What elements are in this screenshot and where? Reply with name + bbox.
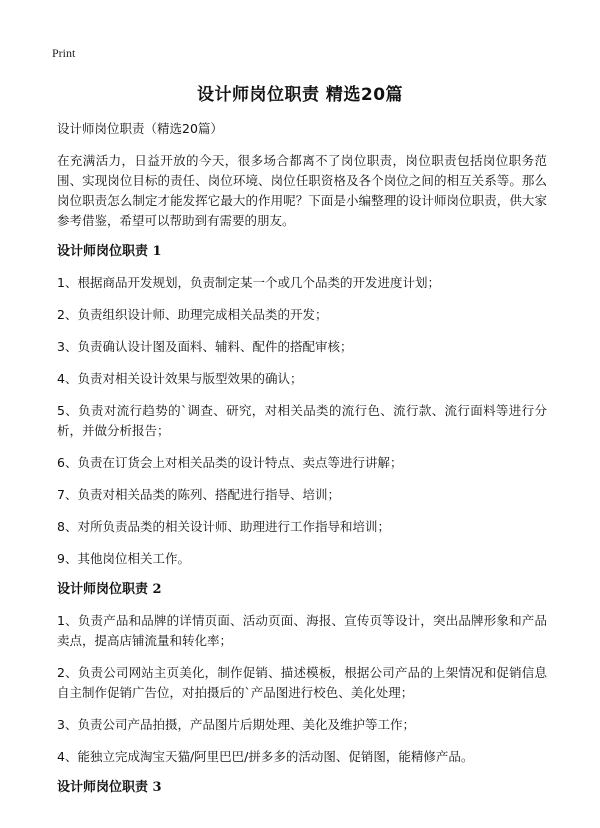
page-title: 设计师岗位职责 精选20篇 [196,85,404,105]
section-heading: 设计师岗位职责 3 [57,780,162,795]
section-heading: 设计师岗位职责 1 [57,244,162,259]
section-1 [57,243,547,569]
print-label: Print [52,46,76,60]
list-item: 4、负责对相关设计效果与版型效果的确认； [57,371,303,386]
document-subtitle: 设计师岗位职责（精选20篇） [57,121,223,136]
list-item: 6、负责在订货会上对相关品类的设计特点、卖点等进行讲解； [57,455,403,470]
list-item: 5、负责对流行趋势的`调查、研究，对相关品类的流行色、流行款、流行面料等进行分析，并做分析报告； [57,403,547,438]
section-2 [57,581,547,767]
list-item: 7、负责对相关品类的陈列、搭配进行指导、培训； [57,487,340,502]
list-item: 1、负责产品和品牌的详情页面、活动页面、海报、宣传页等设计，突出品牌形象和产品卖点，提高店铺流量和转化率； [57,613,547,648]
section-heading: 设计师岗位职责 2 [57,582,162,597]
list-item: 2、负责公司网站主页美化，制作促销、描述模板，根据公司产品的上架情况和促销信息自主制作促销广告位，对拍摄后的`产品图进行校色、美化处理； [57,665,547,700]
list-item: 4、能独立完成淘宝天猫/阿里巴巴/拼多多的活动图、促销图，能精修产品。 [57,749,474,764]
list-item: 2、负责组织设计师、助理完成相关品类的开发； [57,307,328,322]
list-item: 8、对所负责品类的相关设计师、助理进行工作指导和培训； [57,519,390,534]
section-3 [57,779,547,797]
document-body [57,120,547,809]
list-item: 3、负责公司产品拍摄，产品图片后期处理、美化及维护等工作； [57,717,415,732]
list-item: 3、负责确认设计图及面料、辅料、配件的搭配审核； [57,339,353,354]
list-item: 9、其他岗位相关工作。 [57,551,190,566]
list-item: 1、根据商品开发规划，负责制定某一个或几个品类的开发进度计划； [57,275,440,290]
intro-paragraph: 在充满活力，日益开放的今天，很多场合都离不了岗位职责，岗位职责包括岗位职务范围、实现岗位目标的责任、岗位环境、岗位任职资格及各个岗位之间的相互关系等。那么岗位职责怎么制定才能发挥它最大的作用呢？下面是小编整理的设计师岗位职责，供大家参考借鉴，希望可以帮助到有需要的朋友。 [57,153,547,228]
